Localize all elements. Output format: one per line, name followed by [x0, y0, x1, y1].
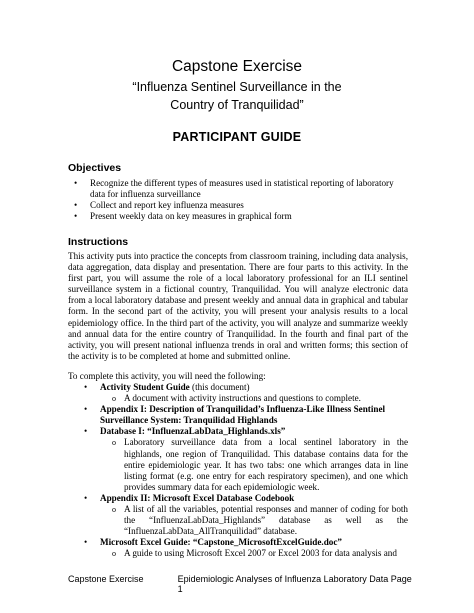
materials-list — [68, 382, 408, 560]
document-subtitle-line-2: Country of Tranquilidad” — [170, 98, 304, 112]
footer-left: Capstone Exercise — [68, 574, 144, 584]
objective-item: • Collect and report key influenza measures — [68, 200, 398, 211]
material-title: Microsoft Excel Guide: “Capstone_MicrosoftExcelGuide.doc” — [100, 537, 342, 548]
objectives-heading: Objectives — [68, 162, 122, 174]
material-item — [68, 493, 408, 537]
document-title: Capstone Exercise — [171, 58, 303, 75]
needs-intro: To complete this activity, you will need the following: — [68, 371, 266, 381]
material-title: Appendix I: Description of Tranquilidad’s Influenza-Like Illness Sentinel Surveillance System: Tranquilidad Highlands — [100, 404, 386, 426]
material-item — [68, 382, 408, 404]
objectives-list — [68, 178, 398, 222]
instructions-paragraph: This activity puts into practice the concepts from classroom training, including data analysis, data aggregation, data display and presentation. There are four parts to this activity. In the first part, you will assume the role of a local laboratory professional for an ILI sentinel surveillance system in a fictional country, Tranquilidad. You will analyze electronic data from a local laboratory database and present weekly and annual data in graphical and tabular form. In the second part of the activity, you will present your analysis results to a local epidemiology office. In the third part of the activity, you will analyze and summarize weekly and annual data for the entire country of Tranquilidad. In the fourth and final part of the activity, you will present national influenza trends in oral and written forms; this section of the activity is to be completed at home and submitted online. — [68, 251, 408, 361]
guide-label: PARTICIPANT GUIDE — [172, 130, 302, 144]
objective-item: • Recognize the different types of measures used in statistical reporting of laboratory data for influenza surveillance — [68, 178, 398, 200]
material-note: (this document) — [189, 382, 250, 392]
objective-item: • Present weekly data on key measures in graphical form — [68, 211, 398, 222]
material-item — [68, 404, 408, 426]
document-subtitle-line-1: “Influenza Sentinel Surveillance in the — [132, 80, 342, 94]
material-title: Appendix II: Microsoft Excel Database Codebook — [100, 492, 295, 503]
material-description: o A guide to using Microsoft Excel 2007 or Excel 2003 for data analysis and — [100, 548, 408, 559]
material-item — [68, 426, 408, 493]
material-item — [68, 537, 408, 559]
material-title: Activity Student Guide — [100, 382, 190, 392]
material-title: Database I: “InfluenzaLabData_Highlands.xls” — [100, 426, 286, 437]
instructions-heading: Instructions — [68, 236, 129, 248]
material-description: o A document with activity instructions and questions to complete. — [100, 393, 408, 404]
material-description: o A list of all the variables, potential responses and manner of coding for both the “InfluenzaLabData_Highlands” database as well as the “InfluenzaLabData_AllTranquilidad” database. — [100, 504, 408, 537]
footer-right: Epidemiologic Analyses of Influenza Laboratory Data Page 1 — [177, 574, 412, 594]
material-description: o Laboratory surveillance data from a local sentinel laboratory in the highlands, one region of Tranquilidad. This database contains data for the entire epidemiologic year. It has two tabs: one which arranges data in line listing format (e.g. one entry for each respiratory specimen), and one which provides summary data for each epidemiologic week. — [100, 437, 408, 492]
page-footer — [68, 574, 414, 594]
